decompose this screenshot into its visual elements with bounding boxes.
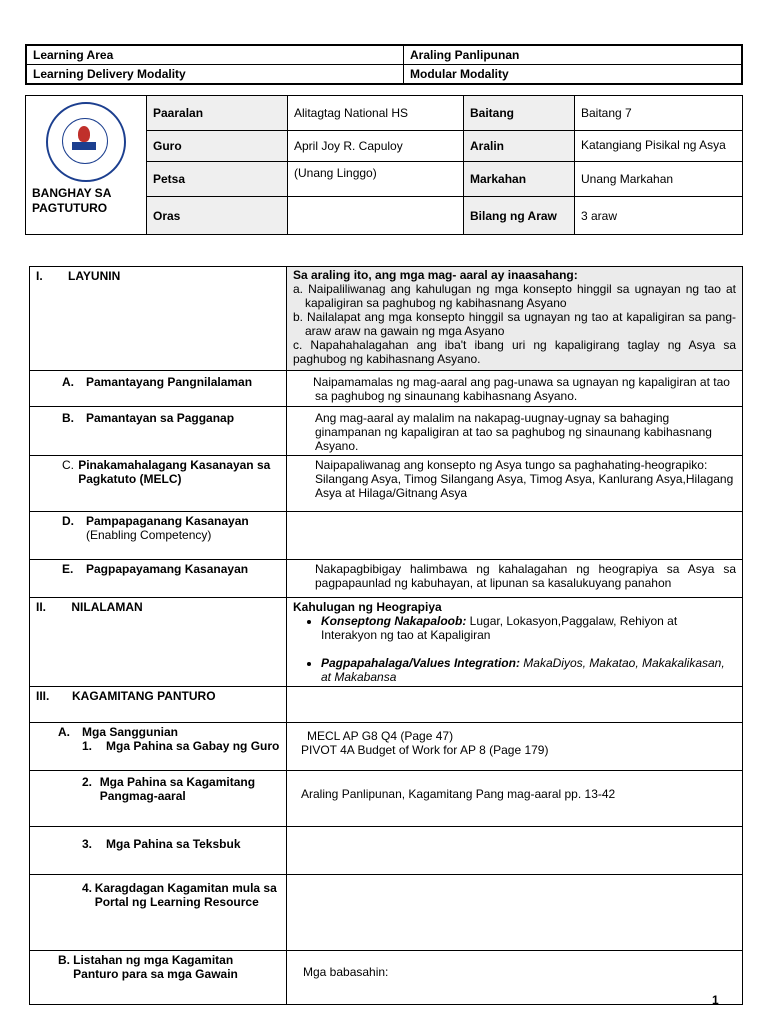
- nilalaman-title: Kahulugan ng Heograpiya: [293, 600, 442, 614]
- pamantayang-pangnilalaman-text: Naipamamalas ng mag-aaral ang pag-unawa sa ugnayan ng kapaligiran at tao sa paghubog ng sinaunang kabihasnang Asyano.: [287, 371, 743, 407]
- enabling-competency-label-cell: D. Pampapaganang Kasanayan (Enabling Competency): [30, 512, 287, 560]
- learning-resource-text: [287, 875, 743, 951]
- bilang-ng-araw-label: Bilang ng Araw: [464, 197, 575, 235]
- pagpapayamang-kasanayan-text: Nakapagbibigay halimbawa ng kahalagahan ng heograpiya sa Asya sa pagpapaunlad ng kabuhayan, at lipunan sa kasalukuyang panahon: [287, 560, 743, 598]
- school-seal-logo: [46, 102, 126, 182]
- lesson-plan-table: [29, 266, 743, 1005]
- pamantayan-sa-pagganap-label-cell: B. Pamantayan sa Pagganap: [30, 407, 287, 456]
- lesson-info-table: [25, 95, 743, 235]
- aralin-value: Katangiang Pisikal ng Asya: [575, 131, 743, 162]
- school-title-cell: [26, 96, 147, 235]
- layunin-content: [287, 267, 743, 371]
- header-row: [26, 45, 742, 65]
- gabay-ref-2: PIVOT 4A Budget of Work for AP 8 (Page 179): [301, 743, 549, 757]
- baitang-value: Baitang 7: [575, 96, 743, 131]
- sanggunian-label-cell: A. Mga Sanggunian 1. Mga Pahina sa Gabay ng Guro: [30, 723, 287, 771]
- enabling-competency-text: [287, 512, 743, 560]
- teksbuk-label-cell: 3. Mga Pahina sa Teksbuk: [30, 827, 287, 875]
- kagamitang-pangmag-aaral-label-cell: 2. Mga Pahina sa Kagamitang Pangmag-aaral: [30, 771, 287, 827]
- gabay-ref-1: MECL AP G8 Q4 (Page 47): [307, 729, 454, 743]
- pamantayan-sa-pagganap-label: Pamantayan sa Pagganap: [86, 411, 235, 425]
- enabling-competency-label: Pampapaganang Kasanayan: [86, 514, 249, 528]
- bilang-ng-araw-value: 3 araw: [575, 197, 743, 235]
- paaralan-value: Alitagtag National HS: [288, 96, 464, 131]
- list-item: • Pagpapahalaga/Values Integration: MakaDiyos, Makatao, Makakalikasan, at Makabansa: [321, 656, 736, 684]
- nilalaman-content: [287, 598, 743, 687]
- petsa-value: (Unang Linggo): [288, 162, 464, 197]
- teksbuk-text: [287, 827, 743, 875]
- aralin-label: Aralin: [464, 131, 575, 162]
- layunin-intro: Sa araling ito, ang mga mag- aaral ay inaasahang:: [293, 268, 578, 282]
- header-table: [25, 44, 743, 85]
- layunin-c: c. Napahahalagahan ang iba't ibang uri ng kapaligirang taglay ng Asya sa paghubog ng kabihasnang Asyano.: [293, 338, 736, 366]
- layunin-a: a. Naipaliliwanag ang kahulugan ng mga konsepto hinggil sa ugnayan ng tao at kapaligiran sa paghubog ng kabihasnang Asyano: [293, 282, 736, 310]
- petsa-label: Petsa: [147, 162, 288, 197]
- oras-label: Oras: [147, 197, 288, 235]
- learning-area-value: Araling Panlipunan: [404, 45, 743, 65]
- pamantayan-sa-pagganap-text: Ang mag-aaral ay malalim na nakapag-uugnay-ugnay sa bahaging ginampanan ng kapaligiran at tao sa paghubog ng sinaunang kabihasnang Asyano.: [287, 407, 743, 456]
- gabay-ng-guro-content: [287, 723, 743, 771]
- baitang-label: Baitang: [464, 96, 575, 131]
- layunin-b: b. Nailalapat ang mga konsepto hinggil sa ugnayan ng tao at kapaligiran sa pang-araw araw na gawain ng mga Asyano: [293, 310, 736, 338]
- kagamitan-label-cell: III. KAGAMITANG PANTURO: [30, 687, 287, 723]
- paaralan-label: Paaralan: [147, 96, 288, 131]
- kagamitan-label: KAGAMITANG PANTURO: [72, 689, 216, 703]
- kagamitang-pangmag-aaral-label: Mga Pahina sa Kagamitang Pangmag-aaral: [99, 775, 256, 803]
- melc-label: Pinakamahalagang Kasanayan sa Pagkatuto (MELC): [78, 458, 271, 486]
- guro-value: April Joy R. Capuloy: [288, 131, 464, 162]
- kagamitang-pangmag-aaral-text: Araling Panlipunan, Kagamitang Pang mag-aaral pp. 13-42: [287, 771, 743, 827]
- banghay-title: BANGHAY SA PAGTUTURO: [32, 186, 112, 215]
- modality-value: Modular Modality: [404, 65, 743, 85]
- teksbuk-label: Mga Pahina sa Teksbuk: [106, 837, 241, 851]
- pamantayang-pangnilalaman-label-cell: A. Pamantayang Pangnilalaman: [30, 371, 287, 407]
- markahan-label: Markahan: [464, 162, 575, 197]
- sanggunian-label: Mga Sanggunian: [82, 725, 178, 739]
- markahan-value: Unang Markahan: [575, 162, 743, 197]
- learning-resource-label-cell: 4. Karagdagan Kagamitan mula sa Portal ng Learning Resource: [30, 875, 287, 951]
- learning-area-label: Learning Area: [26, 45, 404, 65]
- melc-text: Naipapaliwanag ang konsepto ng Asya tungo sa paghahating-heograpiko: Silangang Asya, Timog Silangang Asya, Timog Asya, Kanlurang Asya,Hilagang Asya at Hilaga/Gitnang Asya: [287, 456, 743, 512]
- oras-value: [288, 197, 464, 235]
- guro-label: Guro: [147, 131, 288, 162]
- nilalaman-label: NILALAMAN: [71, 600, 143, 614]
- pagpapayamang-kasanayan-label-cell: E. Pagpapayamang Kasanayan: [30, 560, 287, 598]
- header-row: [26, 65, 742, 85]
- list-item: • Konseptong Nakapaloob: Lugar, Lokasyon,Paggalaw, Rehiyon at Interakyon ng tao at Kapaligiran: [321, 614, 736, 642]
- learning-resource-label: Karagdagan Kagamitan mula sa Portal ng Learning Resource: [94, 881, 277, 909]
- kagamitan-content: [287, 687, 743, 723]
- layunin-label: LAYUNIN: [68, 269, 121, 283]
- melc-label-cell: C. Pinakamahalagang Kasanayan sa Pagkatuto (MELC): [30, 456, 287, 512]
- page-number: 1: [712, 993, 719, 1007]
- listahan-label: Listahan ng mga Kagamitan Panturo para sa mga Gawain: [73, 953, 238, 981]
- nilalaman-label-cell: II. NILALAMAN: [30, 598, 287, 687]
- listahan-label-cell: B. Listahan ng mga Kagamitan Panturo para sa mga Gawain: [30, 951, 287, 1005]
- listahan-text: Mga babasahin:: [287, 951, 743, 1005]
- pamantayang-pangnilalaman-label: Pamantayang Pangnilalaman: [86, 375, 253, 389]
- gabay-ng-guro-label: Mga Pahina sa Gabay ng Guro: [106, 739, 280, 753]
- modality-label: Learning Delivery Modality: [26, 65, 404, 85]
- enabling-competency-sub: (Enabling Competency): [86, 528, 212, 542]
- layunin-label-cell: I. LAYUNIN: [30, 267, 287, 371]
- pagpapayamang-kasanayan-label: Pagpapayamang Kasanayan: [86, 562, 249, 576]
